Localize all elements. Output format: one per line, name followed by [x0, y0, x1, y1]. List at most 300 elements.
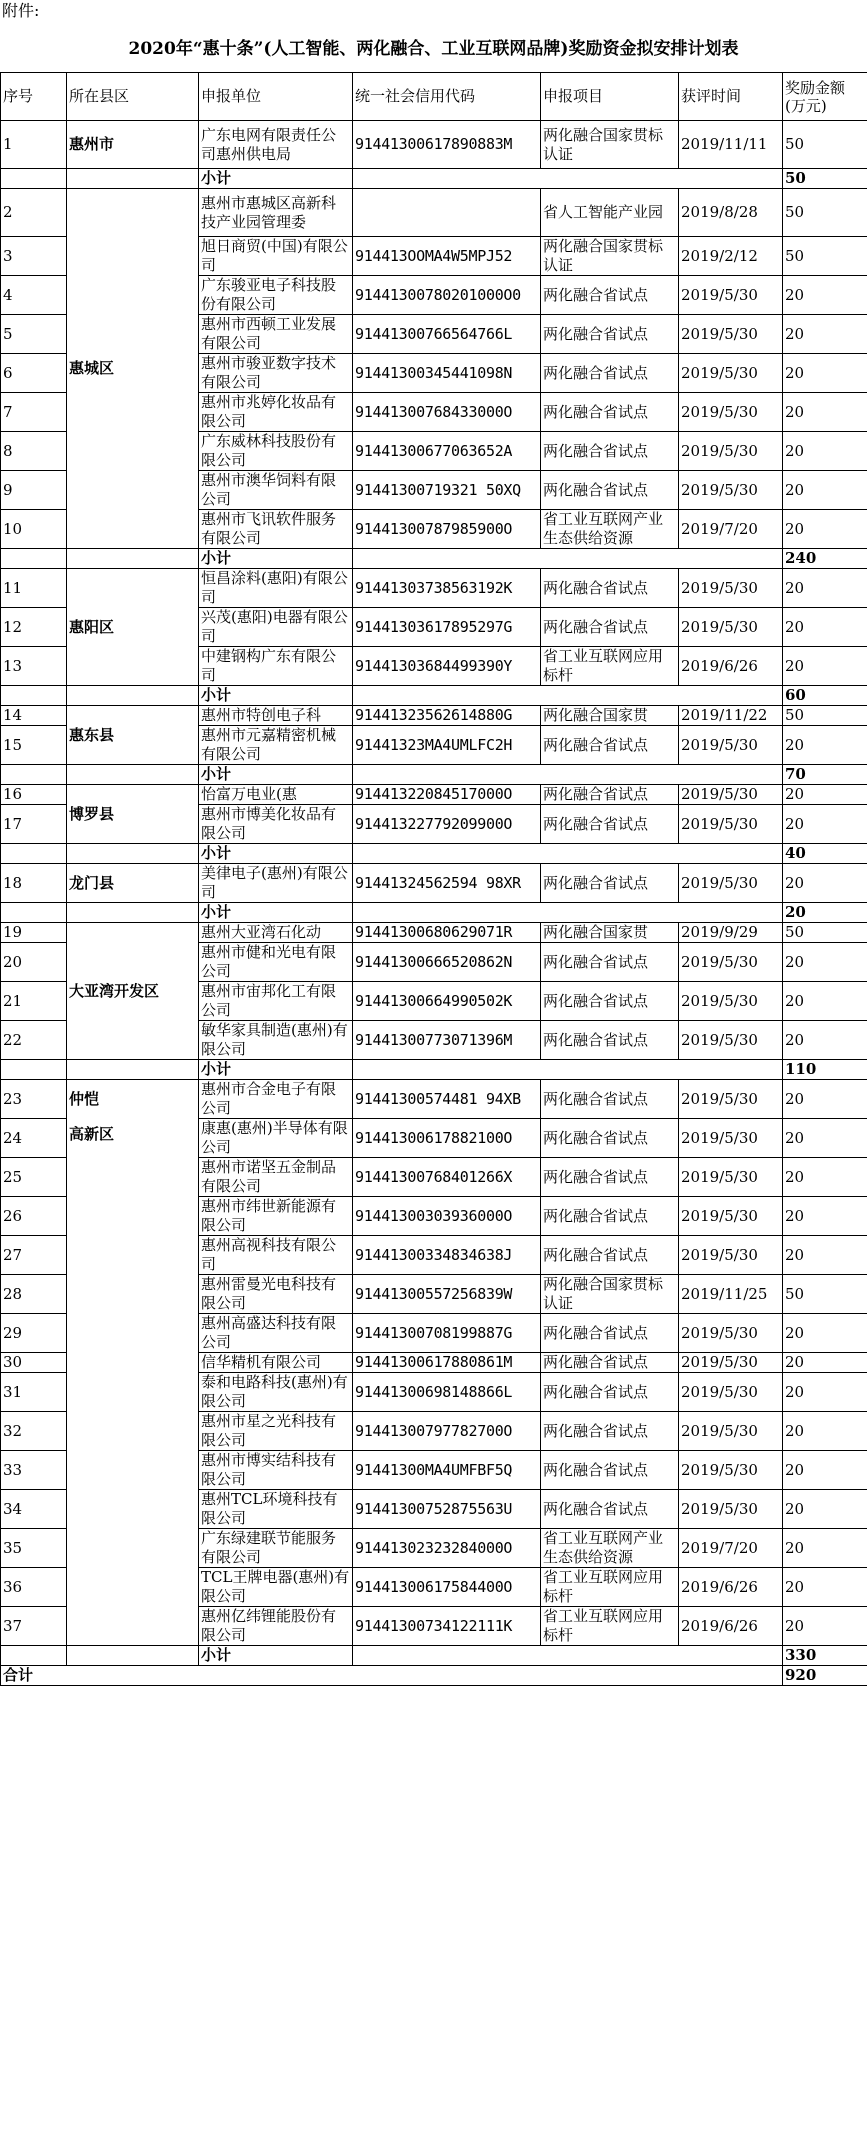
subtotal-label: 小计: [199, 686, 353, 706]
subtotal-row: [1, 1646, 867, 1666]
applicant-unit: 广东威林科技股份有限公司: [199, 432, 353, 471]
attachment-label: 附件:: [2, 1, 40, 20]
header-date: 获评时间: [679, 73, 783, 121]
subtotal-amount: 70: [783, 765, 867, 785]
subtotal-blank: [1, 1060, 67, 1080]
subtotal-blank: [67, 844, 199, 864]
subtotal-row: [1, 903, 867, 923]
header-code: 统一社会信用代码: [353, 73, 541, 121]
applicant-unit: 敏华家具制造(惠州)有限公司: [199, 1021, 353, 1060]
award-date: 2019/7/20: [679, 1529, 783, 1568]
award-date: 2019/5/30: [679, 608, 783, 647]
reward-amount: 20: [783, 943, 867, 982]
district-name: 龙门县: [69, 873, 115, 892]
applicant-unit: 旭日商贸(中国)有限公司: [199, 237, 353, 276]
table-row: [1, 569, 867, 608]
credit-code: 91441300666520862N: [353, 943, 541, 982]
reward-amount: 50: [783, 706, 867, 726]
reward-amount: 20: [783, 432, 867, 471]
project-item: 两化融合省试点: [541, 1119, 679, 1158]
award-date: 2019/11/25: [679, 1275, 783, 1314]
row-index: 29: [1, 1314, 67, 1353]
project-item: 省人工智能产业园: [541, 189, 679, 237]
award-date: 2019/5/30: [679, 1412, 783, 1451]
award-date: 2019/5/30: [679, 982, 783, 1021]
row-index: 27: [1, 1236, 67, 1275]
reward-amount: 20: [783, 569, 867, 608]
credit-code: 91441300MA4UMFBF5Q: [353, 1451, 541, 1490]
credit-code: 91441300768401266X: [353, 1158, 541, 1197]
project-item: 两化融合国家贯标认证: [541, 121, 679, 169]
reward-amount: 20: [783, 1451, 867, 1490]
allocation-table: [0, 72, 867, 1686]
row-index: 13: [1, 647, 67, 686]
applicant-unit: 怡富万电业(惠: [199, 785, 353, 805]
project-item: 两化融合省试点: [541, 432, 679, 471]
award-date: 2019/5/30: [679, 1236, 783, 1275]
row-index: 36: [1, 1568, 67, 1607]
credit-code: 91441322779209900O: [353, 805, 541, 844]
reward-amount: 50: [783, 1275, 867, 1314]
award-date: 2019/11/22: [679, 706, 783, 726]
subtotal-blank: [1, 549, 67, 569]
credit-code: 91441300617584400O: [353, 1568, 541, 1607]
applicant-unit: 惠州雷曼光电科技有限公司: [199, 1275, 353, 1314]
reward-amount: 20: [783, 647, 867, 686]
applicant-unit: 信华精机有限公司: [199, 1353, 353, 1373]
applicant-unit: 惠州市澳华饲料有限公司: [199, 471, 353, 510]
subtotal-blank: [353, 169, 783, 189]
credit-code: 91441303738563192K: [353, 569, 541, 608]
project-item: 省工业互联网产业生态供给资源: [541, 510, 679, 549]
row-index: 22: [1, 1021, 67, 1060]
row-index: 34: [1, 1490, 67, 1529]
total-row: [1, 1666, 867, 1686]
subtotal-label: 小计: [199, 844, 353, 864]
subtotal-blank: [67, 903, 199, 923]
row-index: 15: [1, 726, 67, 765]
project-item: 两化融合省试点: [541, 276, 679, 315]
credit-code: 91441300574481 94XB: [353, 1080, 541, 1119]
row-index: 10: [1, 510, 67, 549]
award-date: 2019/2/12: [679, 237, 783, 276]
credit-code: [353, 189, 541, 237]
table-row: [1, 1080, 867, 1119]
project-item: 两化融合省试点: [541, 354, 679, 393]
subtotal-blank: [353, 1646, 783, 1666]
credit-code: 91441300334834638J: [353, 1236, 541, 1275]
subtotal-blank: [1, 1646, 67, 1666]
row-index: 25: [1, 1158, 67, 1197]
reward-amount: 20: [783, 982, 867, 1021]
applicant-unit: 惠州市健和光电有限公司: [199, 943, 353, 982]
subtotal-row: [1, 844, 867, 864]
project-item: 两化融合国家贯: [541, 923, 679, 943]
district-name: 惠州市: [69, 135, 115, 153]
district-name: 博罗县: [69, 804, 115, 823]
reward-amount: 50: [783, 121, 867, 169]
subtotal-label: 小计: [199, 549, 353, 569]
district-cell: [67, 121, 199, 169]
credit-code: 91441300617882100O: [353, 1119, 541, 1158]
row-index: 12: [1, 608, 67, 647]
subtotal-label: 小计: [199, 903, 353, 923]
project-item: 两化融合国家贯标认证: [541, 1275, 679, 1314]
subtotal-amount: 60: [783, 686, 867, 706]
applicant-unit: 美律电子(惠州)有限公司: [199, 864, 353, 903]
table-title: 2020年“惠十条”(人工智能、两化融合、工业互联网品牌)奖励资金拟安排计划表: [128, 39, 739, 59]
row-index: 5: [1, 315, 67, 354]
applicant-unit: 惠州TCL环境科技有限公司: [199, 1490, 353, 1529]
project-item: 两化融合省试点: [541, 785, 679, 805]
district-cell: [67, 1080, 199, 1646]
row-index: 23: [1, 1080, 67, 1119]
award-date: 2019/5/30: [679, 1080, 783, 1119]
row-index: 1: [1, 121, 67, 169]
applicant-unit: 广东骏亚电子科技股份有限公司: [199, 276, 353, 315]
credit-code: 91441300557256839W: [353, 1275, 541, 1314]
project-item: 省工业互联网应用标杆: [541, 1568, 679, 1607]
credit-code: 91441300345441098N: [353, 354, 541, 393]
applicant-unit: 泰和电路科技(惠州)有限公司: [199, 1373, 353, 1412]
subtotal-blank: [353, 549, 783, 569]
row-index: 28: [1, 1275, 67, 1314]
award-date: 2019/5/30: [679, 1451, 783, 1490]
applicant-unit: 广东绿建联节能服务有限公司: [199, 1529, 353, 1568]
subtotal-blank: [67, 765, 199, 785]
row-index: 4: [1, 276, 67, 315]
row-index: 35: [1, 1529, 67, 1568]
project-item: 两化融合省试点: [541, 315, 679, 354]
credit-code: 91441303684499390Y: [353, 647, 541, 686]
award-date: 2019/5/30: [679, 805, 783, 844]
district-name: 惠阳区: [69, 617, 115, 636]
credit-code: 91441300680629071R: [353, 923, 541, 943]
reward-amount: 20: [783, 1197, 867, 1236]
reward-amount: 20: [783, 1236, 867, 1275]
subtotal-blank: [353, 844, 783, 864]
project-item: 省工业互联网产业生态供给资源: [541, 1529, 679, 1568]
credit-code: 91441300768433000O: [353, 393, 541, 432]
district-cell: [67, 189, 199, 549]
credit-code: 91441300708199887G: [353, 1314, 541, 1353]
subtotal-blank: [67, 169, 199, 189]
header-unit: 申报单位: [199, 73, 353, 121]
project-item: 两化融合省试点: [541, 726, 679, 765]
row-index: 26: [1, 1197, 67, 1236]
subtotal-blank: [1, 169, 67, 189]
row-index: 21: [1, 982, 67, 1021]
reward-amount: 20: [783, 1353, 867, 1373]
subtotal-blank: [67, 1646, 199, 1666]
subtotal-blank: [353, 1060, 783, 1080]
award-date: 2019/5/30: [679, 726, 783, 765]
subtotal-amount: 50: [783, 169, 867, 189]
subtotal-row: [1, 169, 867, 189]
project-item: 两化融合省试点: [541, 1412, 679, 1451]
applicant-unit: 惠州市惠城区高新科技产业园管理委: [199, 189, 353, 237]
subtotal-blank: [353, 765, 783, 785]
row-index: 18: [1, 864, 67, 903]
subtotal-blank: [353, 686, 783, 706]
subtotal-amount: 40: [783, 844, 867, 864]
applicant-unit: 惠州市诺坚五金制品有限公司: [199, 1158, 353, 1197]
reward-amount: 20: [783, 315, 867, 354]
applicant-unit: 兴茂(惠阳)电器有限公司: [199, 608, 353, 647]
credit-code: 91441300734122111K: [353, 1607, 541, 1646]
district-name: 大亚湾开发区: [69, 981, 160, 1000]
reward-amount: 50: [783, 923, 867, 943]
applicant-unit: 康惠(惠州)半导体有限公司: [199, 1119, 353, 1158]
credit-code: 91441300780201000O0: [353, 276, 541, 315]
project-item: 两化融合省试点: [541, 1490, 679, 1529]
subtotal-amount: 110: [783, 1060, 867, 1080]
row-index: 30: [1, 1353, 67, 1373]
project-item: 两化融合省试点: [541, 608, 679, 647]
award-date: 2019/5/30: [679, 943, 783, 982]
reward-amount: 20: [783, 1021, 867, 1060]
award-date: 2019/5/30: [679, 785, 783, 805]
award-date: 2019/5/30: [679, 432, 783, 471]
applicant-unit: 惠州高视科技有限公司: [199, 1236, 353, 1275]
reward-amount: 20: [783, 1119, 867, 1158]
award-date: 2019/7/20: [679, 510, 783, 549]
district-name: 惠城区: [69, 359, 115, 377]
subtotal-blank: [1, 686, 67, 706]
subtotal-blank: [1, 903, 67, 923]
reward-amount: 20: [783, 354, 867, 393]
subtotal-blank: [353, 903, 783, 923]
district-name: 惠东县: [69, 725, 115, 744]
applicant-unit: 中建钢构广东有限公司: [199, 647, 353, 686]
header-district: 所在县区: [67, 73, 199, 121]
reward-amount: 20: [783, 785, 867, 805]
credit-code: 91441303617895297G: [353, 608, 541, 647]
award-date: 2019/5/30: [679, 276, 783, 315]
reward-amount: 20: [783, 1490, 867, 1529]
applicant-unit: 惠州高盛达科技有限公司: [199, 1314, 353, 1353]
subtotal-blank: [67, 1060, 199, 1080]
reward-amount: 20: [783, 726, 867, 765]
award-date: 2019/5/30: [679, 569, 783, 608]
project-item: 两化融合省试点: [541, 982, 679, 1021]
row-index: 2: [1, 189, 67, 237]
subtotal-row: [1, 549, 867, 569]
applicant-unit: 惠州市合金电子有限公司: [199, 1080, 353, 1119]
applicant-unit: 惠州市特创电子科: [199, 706, 353, 726]
reward-amount: 20: [783, 393, 867, 432]
header-amount: 奖励金额(万元): [783, 73, 867, 121]
credit-code: 91441300677063652A: [353, 432, 541, 471]
row-index: 8: [1, 432, 67, 471]
applicant-unit: 惠州市博实结科技有限公司: [199, 1451, 353, 1490]
row-index: 14: [1, 706, 67, 726]
applicant-unit: 惠州市西顿工业发展有限公司: [199, 315, 353, 354]
credit-code: 91441300617890883M: [353, 121, 541, 169]
project-item: 两化融合省试点: [541, 393, 679, 432]
subtotal-label: 小计: [199, 765, 353, 785]
award-date: 2019/5/30: [679, 1373, 783, 1412]
reward-amount: 20: [783, 1529, 867, 1568]
subtotal-row: [1, 1060, 867, 1080]
project-item: 两化融合省试点: [541, 1451, 679, 1490]
credit-code: 91441300752875563U: [353, 1490, 541, 1529]
applicant-unit: 惠州市博美化妆品有限公司: [199, 805, 353, 844]
credit-code: 914413OOMA4W5MPJ52: [353, 237, 541, 276]
reward-amount: 20: [783, 1373, 867, 1412]
credit-code: 91441322084517000O: [353, 785, 541, 805]
district-name-line2: 高新区: [69, 1125, 115, 1143]
project-item: 两化融合省试点: [541, 471, 679, 510]
project-item: 两化融合省试点: [541, 864, 679, 903]
project-item: 两化融合国家贯标认证: [541, 237, 679, 276]
project-item: 两化融合省试点: [541, 1021, 679, 1060]
district-cell: [67, 569, 199, 686]
row-index: 24: [1, 1119, 67, 1158]
table-row: [1, 785, 867, 805]
credit-code: 91441300303936000O: [353, 1197, 541, 1236]
reward-amount: 20: [783, 510, 867, 549]
header-row: [1, 73, 867, 121]
table-row: [1, 864, 867, 903]
award-date: 2019/6/26: [679, 647, 783, 686]
header-index: 序号: [1, 73, 67, 121]
project-item: 两化融合省试点: [541, 1158, 679, 1197]
district-cell: [67, 864, 199, 903]
subtotal-amount: 240: [783, 549, 867, 569]
project-item: 两化融合省试点: [541, 1197, 679, 1236]
project-item: 两化融合省试点: [541, 569, 679, 608]
project-item: 两化融合省试点: [541, 1353, 679, 1373]
subtotal-label: 小计: [199, 1646, 353, 1666]
applicant-unit: 恒昌涂料(惠阳)有限公司: [199, 569, 353, 608]
credit-code: 91441302323284000O: [353, 1529, 541, 1568]
award-date: 2019/5/30: [679, 1158, 783, 1197]
applicant-unit: 惠州市飞讯软件服务有限公司: [199, 510, 353, 549]
project-item: 两化融合省试点: [541, 943, 679, 982]
reward-amount: 20: [783, 1314, 867, 1353]
subtotal-label: 小计: [199, 1060, 353, 1080]
award-date: 2019/6/26: [679, 1568, 783, 1607]
project-item: 两化融合国家贯: [541, 706, 679, 726]
applicant-unit: 惠州市骏亚数字技术有限公司: [199, 354, 353, 393]
applicant-unit: 惠州市兆婷化妆品有限公司: [199, 393, 353, 432]
reward-amount: 50: [783, 189, 867, 237]
table-row: [1, 923, 867, 943]
subtotal-blank: [67, 549, 199, 569]
credit-code: 91441300797782700O: [353, 1412, 541, 1451]
total-label: 合计: [1, 1666, 783, 1686]
row-index: 37: [1, 1607, 67, 1646]
reward-amount: 20: [783, 276, 867, 315]
table-row: [1, 121, 867, 169]
district-cell: [67, 923, 199, 1060]
row-index: 20: [1, 943, 67, 982]
row-index: 3: [1, 237, 67, 276]
award-date: 2019/11/11: [679, 121, 783, 169]
row-index: 33: [1, 1451, 67, 1490]
applicant-unit: 惠州市星之光科技有限公司: [199, 1412, 353, 1451]
credit-code: 91441300766564766L: [353, 315, 541, 354]
applicant-unit: 惠州市宙邦化工有限公司: [199, 982, 353, 1021]
award-date: 2019/5/30: [679, 1119, 783, 1158]
district-cell: [67, 785, 199, 844]
award-date: 2019/9/29: [679, 923, 783, 943]
subtotal-label: 小计: [199, 169, 353, 189]
award-date: 2019/5/30: [679, 393, 783, 432]
award-date: 2019/5/30: [679, 354, 783, 393]
project-item: 两化融合省试点: [541, 1314, 679, 1353]
award-date: 2019/5/30: [679, 864, 783, 903]
reward-amount: 20: [783, 864, 867, 903]
award-date: 2019/5/30: [679, 1490, 783, 1529]
applicant-unit: TCL王牌电器(惠州)有限公司: [199, 1568, 353, 1607]
credit-code: 91441300664990502K: [353, 982, 541, 1021]
table-row: [1, 189, 867, 237]
credit-code: 91441300698148866L: [353, 1373, 541, 1412]
subtotal-amount: 20: [783, 903, 867, 923]
project-item: 两化融合省试点: [541, 1080, 679, 1119]
row-index: 7: [1, 393, 67, 432]
credit-code: 91441300617880861M: [353, 1353, 541, 1373]
row-index: 16: [1, 785, 67, 805]
row-index: 11: [1, 569, 67, 608]
subtotal-row: [1, 686, 867, 706]
applicant-unit: 惠州市元嘉精密机械有限公司: [199, 726, 353, 765]
project-item: 省工业互联网应用标杆: [541, 647, 679, 686]
credit-code: 91441324562594 98XR: [353, 864, 541, 903]
header-item: 申报项目: [541, 73, 679, 121]
reward-amount: 50: [783, 237, 867, 276]
subtotal-blank: [1, 844, 67, 864]
reward-amount: 20: [783, 1607, 867, 1646]
reward-amount: 20: [783, 1412, 867, 1451]
award-date: 2019/5/30: [679, 1353, 783, 1373]
total-amount: 920: [783, 1666, 867, 1686]
reward-amount: 20: [783, 1568, 867, 1607]
subtotal-blank: [1, 765, 67, 785]
row-index: 6: [1, 354, 67, 393]
award-date: 2019/6/26: [679, 1607, 783, 1646]
credit-code: 91441323MA4UMLFC2H: [353, 726, 541, 765]
credit-code: 91441300787985900O: [353, 510, 541, 549]
applicant-unit: 惠州亿纬锂能股份有限公司: [199, 1607, 353, 1646]
row-index: 9: [1, 471, 67, 510]
district-name-line1: 仲恺: [69, 1090, 100, 1108]
project-item: 两化融合省试点: [541, 1373, 679, 1412]
subtotal-row: [1, 765, 867, 785]
row-index: 19: [1, 923, 67, 943]
credit-code: 91441323562614880G: [353, 706, 541, 726]
reward-amount: 20: [783, 608, 867, 647]
applicant-unit: 广东电网有限责任公司惠州供电局: [199, 121, 353, 169]
award-date: 2019/5/30: [679, 315, 783, 354]
reward-amount: 20: [783, 471, 867, 510]
reward-amount: 20: [783, 1158, 867, 1197]
reward-amount: 20: [783, 1080, 867, 1119]
project-item: 两化融合省试点: [541, 1236, 679, 1275]
row-index: 17: [1, 805, 67, 844]
reward-amount: 20: [783, 805, 867, 844]
subtotal-blank: [67, 686, 199, 706]
district-cell: [67, 706, 199, 765]
table-row: [1, 706, 867, 726]
applicant-unit: 惠州大亚湾石化动: [199, 923, 353, 943]
row-index: 32: [1, 1412, 67, 1451]
credit-code: 91441300719321 50XQ: [353, 471, 541, 510]
award-date: 2019/5/30: [679, 1197, 783, 1236]
award-date: 2019/5/30: [679, 471, 783, 510]
